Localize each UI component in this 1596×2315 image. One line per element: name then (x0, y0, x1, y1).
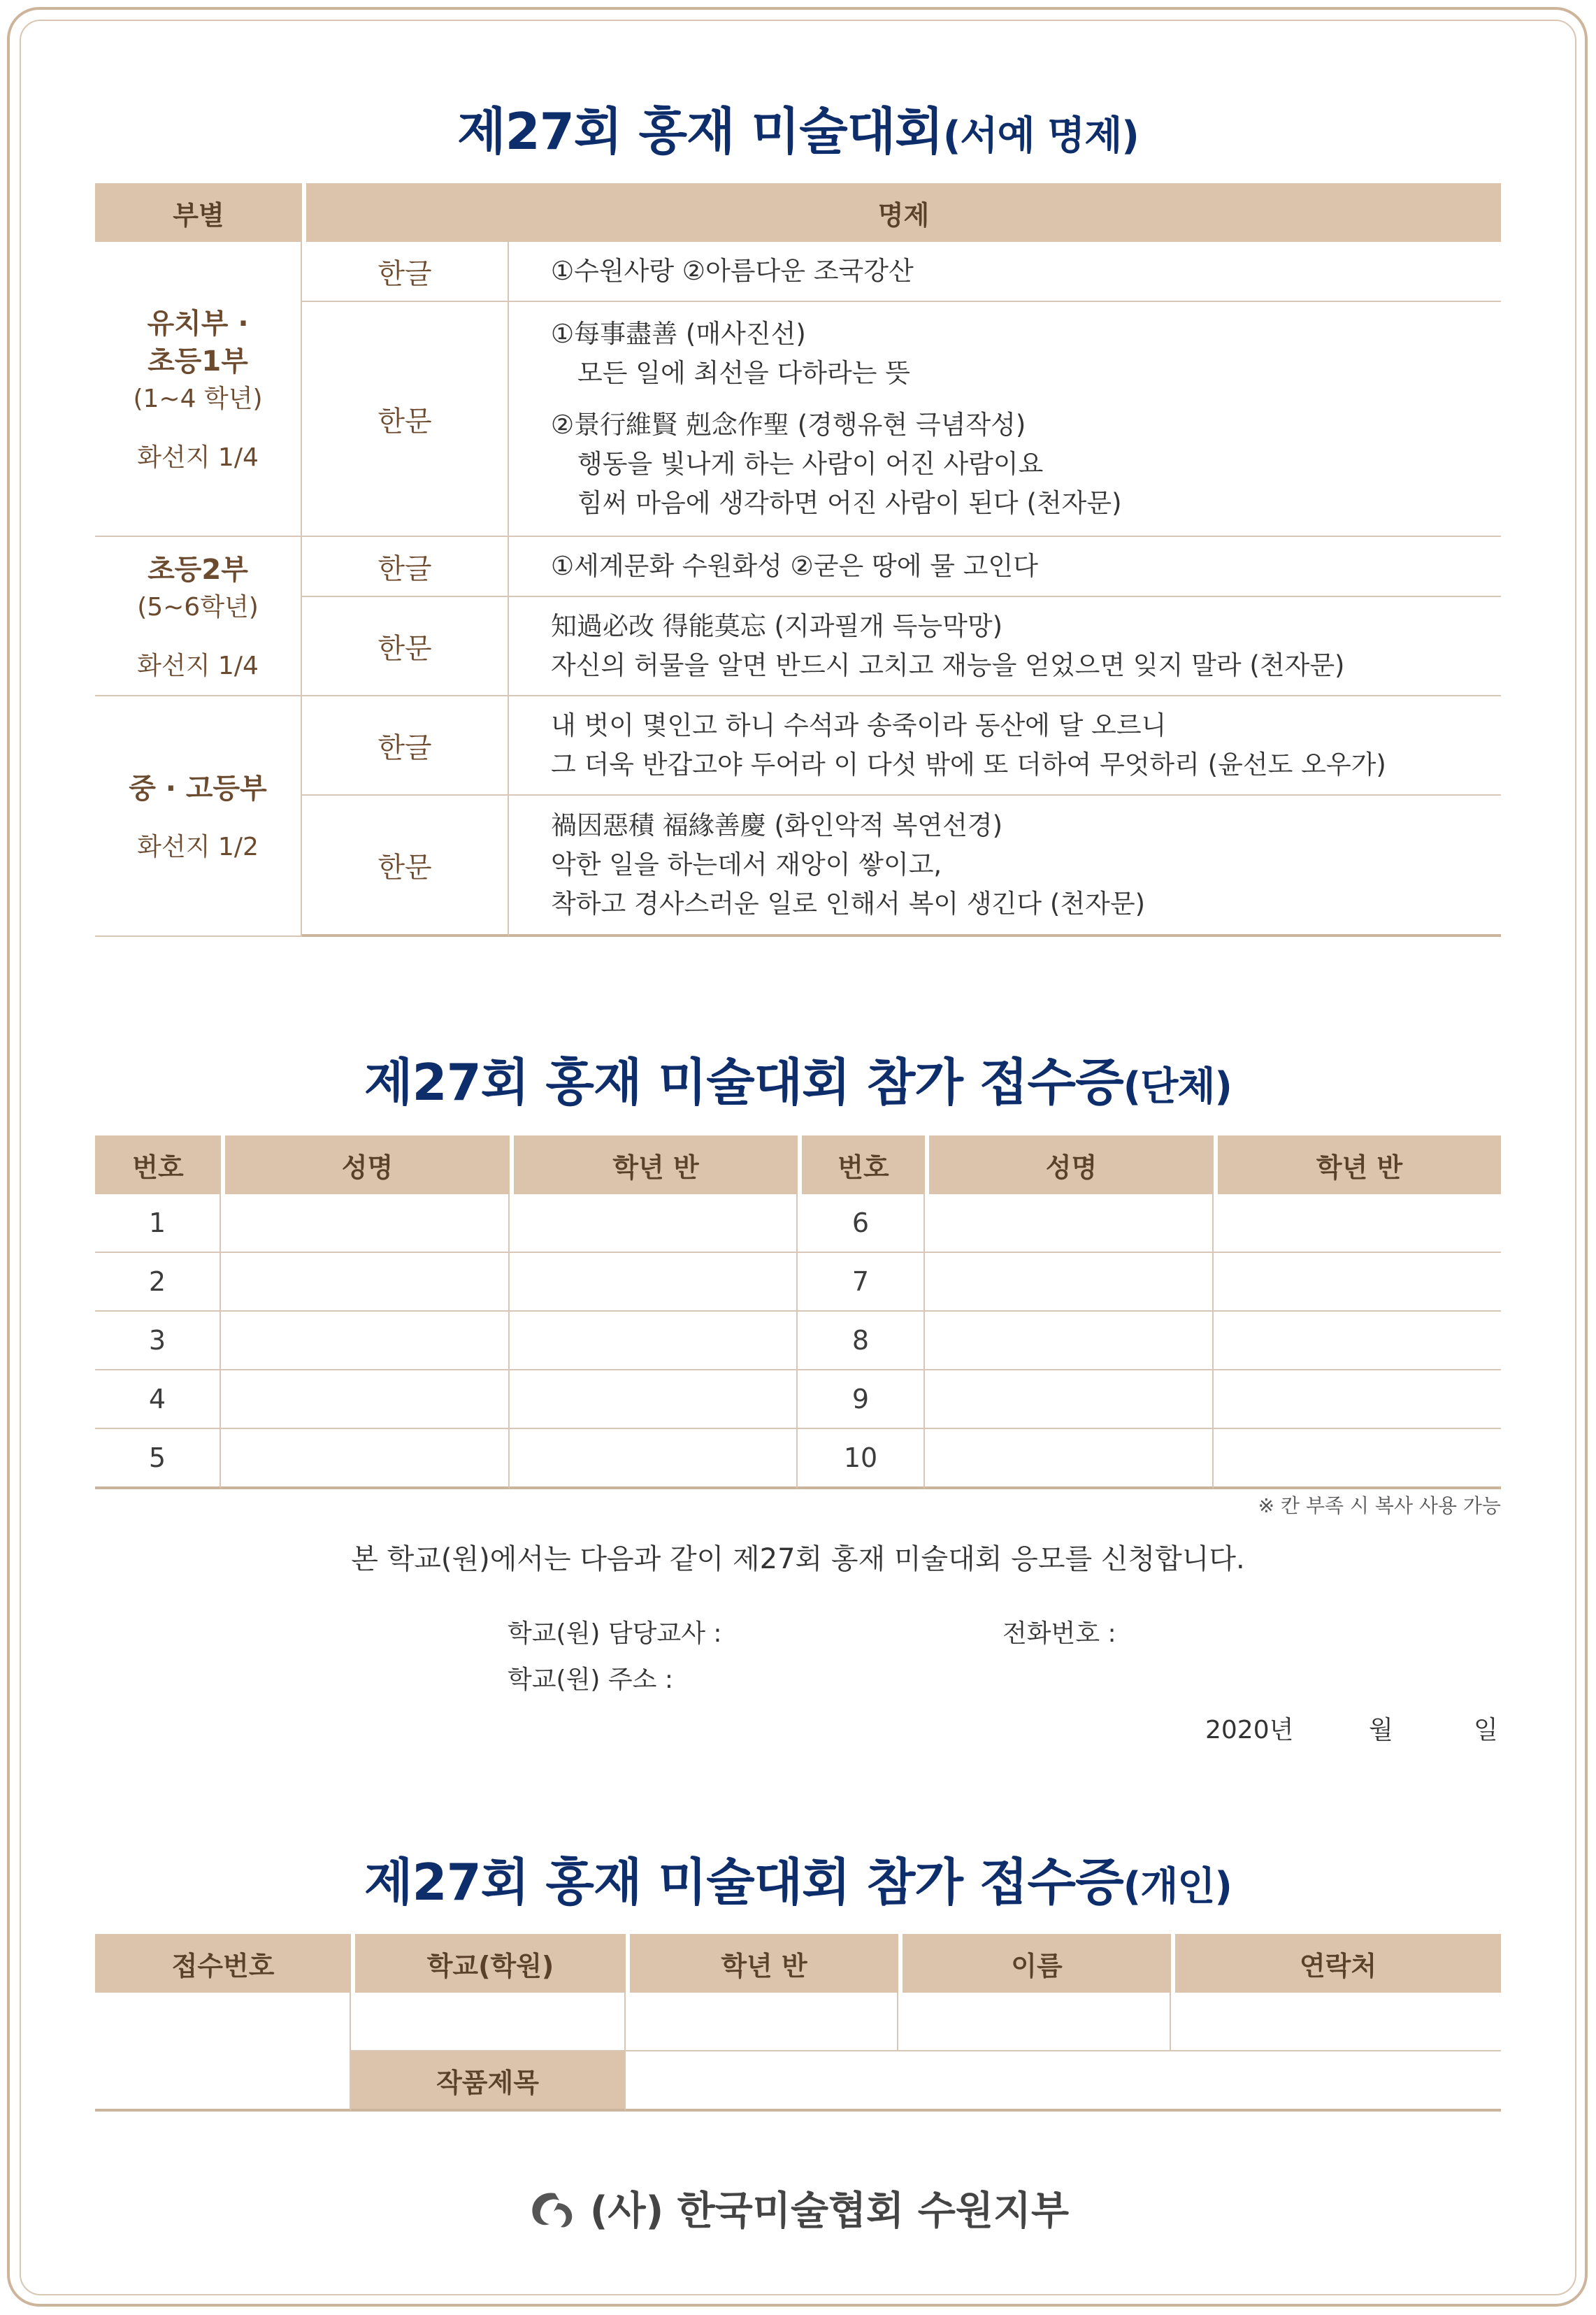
receipt-number-cell[interactable] (95, 1993, 351, 2112)
date-month: 월 (1369, 1716, 1393, 1744)
theme-text: ①세계문화 수원화성 ②굳은 땅에 물 고인다 (509, 537, 1501, 597)
category-name: 유치부 · (147, 307, 249, 340)
category-paper: 화선지 1/4 (137, 651, 259, 680)
name-cell[interactable] (221, 1429, 510, 1489)
header-name: 성명 (925, 1135, 1214, 1194)
theme-desc: 자신의 허물을 알면 반드시 고치고 재능을 얻었으면 잊지 말라 (천자문) (551, 650, 1345, 680)
name-cell[interactable] (221, 1194, 510, 1253)
grade-cell[interactable] (510, 1194, 798, 1253)
name-cell[interactable] (898, 1993, 1171, 2051)
theme-title: ①每事盡善 (매사진선) (551, 319, 806, 349)
header-grade-class: 학년 반 (1214, 1135, 1501, 1194)
title-group-receipt (0, 1042, 1596, 1115)
kind-hangul: 한글 (302, 696, 509, 796)
title-theme (0, 91, 1596, 164)
header-number: 번호 (95, 1135, 221, 1194)
header-theme: 명제 (302, 183, 1501, 242)
title-theme-main: 제27회 홍재 미술대회 (457, 102, 943, 161)
grade-cell[interactable] (510, 1253, 798, 1312)
category-cell (95, 537, 302, 696)
theme-title: 禍因惡積 福緣善慶 (화인악적 복연선경) (551, 810, 1003, 840)
kind-hangul: 한글 (302, 537, 509, 597)
address-field-label: 학교(원) 주소 : (508, 1665, 673, 1694)
grade-cell[interactable] (1214, 1253, 1501, 1312)
theme-text-block (509, 796, 1501, 937)
name-cell[interactable] (221, 1253, 510, 1312)
category-paper: 화선지 1/4 (137, 443, 259, 472)
category-cell (95, 242, 302, 537)
name-cell[interactable] (925, 1194, 1214, 1253)
table-row (95, 1194, 1501, 1253)
category-grade: (5~6학년) (137, 592, 259, 622)
theme-title: 知過必改 得能莫忘 (지과필개 득능막망) (551, 611, 1003, 641)
header-grade-class: 학년 반 (626, 1934, 898, 1993)
grade-cell[interactable] (510, 1370, 798, 1429)
association-name: (사) 한국미술협회 수원지부 (589, 2188, 1070, 2234)
category-grade: (1~4 학년) (133, 384, 263, 413)
grade-cell[interactable] (1214, 1370, 1501, 1429)
table-row (95, 1312, 1501, 1370)
row-number: 4 (95, 1370, 221, 1429)
header-name: 성명 (221, 1135, 510, 1194)
row-number: 7 (798, 1253, 925, 1312)
work-title-label: 작품제목 (351, 2051, 626, 2112)
title-group-main: 제27회 홍재 미술대회 참가 접수증 (364, 1053, 1123, 1112)
theme-line: 그 더욱 반갑고야 두어라 이 다섯 밖에 또 더하여 무엇하리 (윤선도 오우가) (551, 750, 1386, 780)
row-number: 8 (798, 1312, 925, 1370)
date-year: 2020년 (1205, 1716, 1294, 1744)
header-name: 이름 (898, 1934, 1171, 1993)
kind-hangul: 한글 (302, 242, 509, 302)
row-number: 10 (798, 1429, 925, 1489)
theme-title: ②景行維賢 剋念作聖 (경행유현 극념작성) (551, 410, 1026, 440)
row-number: 6 (798, 1194, 925, 1253)
theme-text-block (509, 302, 1501, 537)
theme-desc: 모든 일에 최선을 다하라는 뜻 (577, 358, 910, 388)
name-cell[interactable] (221, 1370, 510, 1429)
name-cell[interactable] (221, 1312, 510, 1370)
phone-field-label: 전화번호 : (1002, 1619, 1116, 1648)
table-row (95, 1253, 1501, 1312)
kind-hanmun: 한문 (302, 302, 509, 537)
category-paper: 화선지 1/2 (137, 832, 259, 861)
copy-note: ※ 칸 부족 시 복사 사용 가능 (1258, 1494, 1501, 1517)
name-cell[interactable] (925, 1312, 1214, 1370)
application-statement: 본 학교(원)에서는 다음과 같이 제27회 홍재 미술대회 응모를 신청합니다. (351, 1543, 1245, 1575)
group-receipt-table (95, 1135, 1501, 1489)
date-day: 일 (1474, 1716, 1498, 1744)
title-individual-main: 제27회 홍재 미술대회 참가 접수증 (364, 1853, 1123, 1912)
category-name: 초등2부 (148, 553, 248, 586)
grade-cell[interactable] (510, 1312, 798, 1370)
theme-desc: 착하고 경사스러운 일로 인해서 복이 생긴다 (천자문) (551, 889, 1146, 919)
table-row (95, 1429, 1501, 1489)
row-number: 3 (95, 1312, 221, 1370)
theme-text: ①수원사랑 ②아름다운 조국강산 (509, 242, 1501, 302)
title-group-sub: (단체) (1123, 1064, 1232, 1110)
contact-cell[interactable] (1171, 1993, 1501, 2051)
grade-cell[interactable] (1214, 1194, 1501, 1253)
title-individual-sub: (개인) (1123, 1864, 1232, 1909)
title-theme-sub: (서예 명제) (942, 113, 1139, 159)
title-individual-receipt (0, 1842, 1596, 1914)
theme-desc: 힘써 마음에 생각하면 어진 사람이 된다 (천자문) (577, 488, 1122, 518)
footer (0, 2180, 1596, 2239)
header-grade-class: 학년 반 (510, 1135, 798, 1194)
individual-receipt-table (95, 1934, 1501, 2112)
category-name: 중 · 고등부 (129, 772, 267, 805)
row-number: 5 (95, 1429, 221, 1489)
theme-desc: 행동을 빛나게 하는 사람이 어진 사람이요 (577, 449, 1044, 479)
name-cell[interactable] (925, 1370, 1214, 1429)
grade-cell[interactable] (510, 1429, 798, 1489)
category-cell (95, 696, 302, 937)
name-cell[interactable] (925, 1429, 1214, 1489)
row-number: 9 (798, 1370, 925, 1429)
theme-text-block (509, 597, 1501, 696)
header-receipt-number: 접수번호 (95, 1934, 351, 1993)
theme-line: 내 벗이 몇인고 하니 수석과 송죽이라 동산에 달 오르니 (551, 710, 1167, 740)
teacher-field-label: 학교(원) 담당교사 : (508, 1619, 722, 1648)
row-number: 2 (95, 1253, 221, 1312)
header-division: 부별 (95, 183, 302, 242)
grade-cell[interactable] (1214, 1429, 1501, 1489)
theme-table (95, 183, 1501, 937)
association-logo-icon (527, 2188, 577, 2239)
theme-text-block (509, 696, 1501, 796)
header-contact: 연락처 (1171, 1934, 1501, 1993)
name-cell[interactable] (925, 1253, 1214, 1312)
kind-hanmun: 한문 (302, 597, 509, 696)
school-cell[interactable] (351, 1993, 626, 2051)
grade-cell[interactable] (626, 1993, 898, 2051)
work-title-cell[interactable] (626, 2051, 1501, 2112)
grade-cell[interactable] (1214, 1312, 1501, 1370)
header-school: 학교(학원) (351, 1934, 626, 1993)
category-name-2: 초등1부 (148, 345, 248, 378)
table-row (95, 1370, 1501, 1429)
row-number: 1 (95, 1194, 221, 1253)
theme-desc: 악한 일을 하는데서 재앙이 쌓이고, (551, 850, 942, 880)
header-number: 번호 (798, 1135, 925, 1194)
kind-hanmun: 한문 (302, 796, 509, 937)
